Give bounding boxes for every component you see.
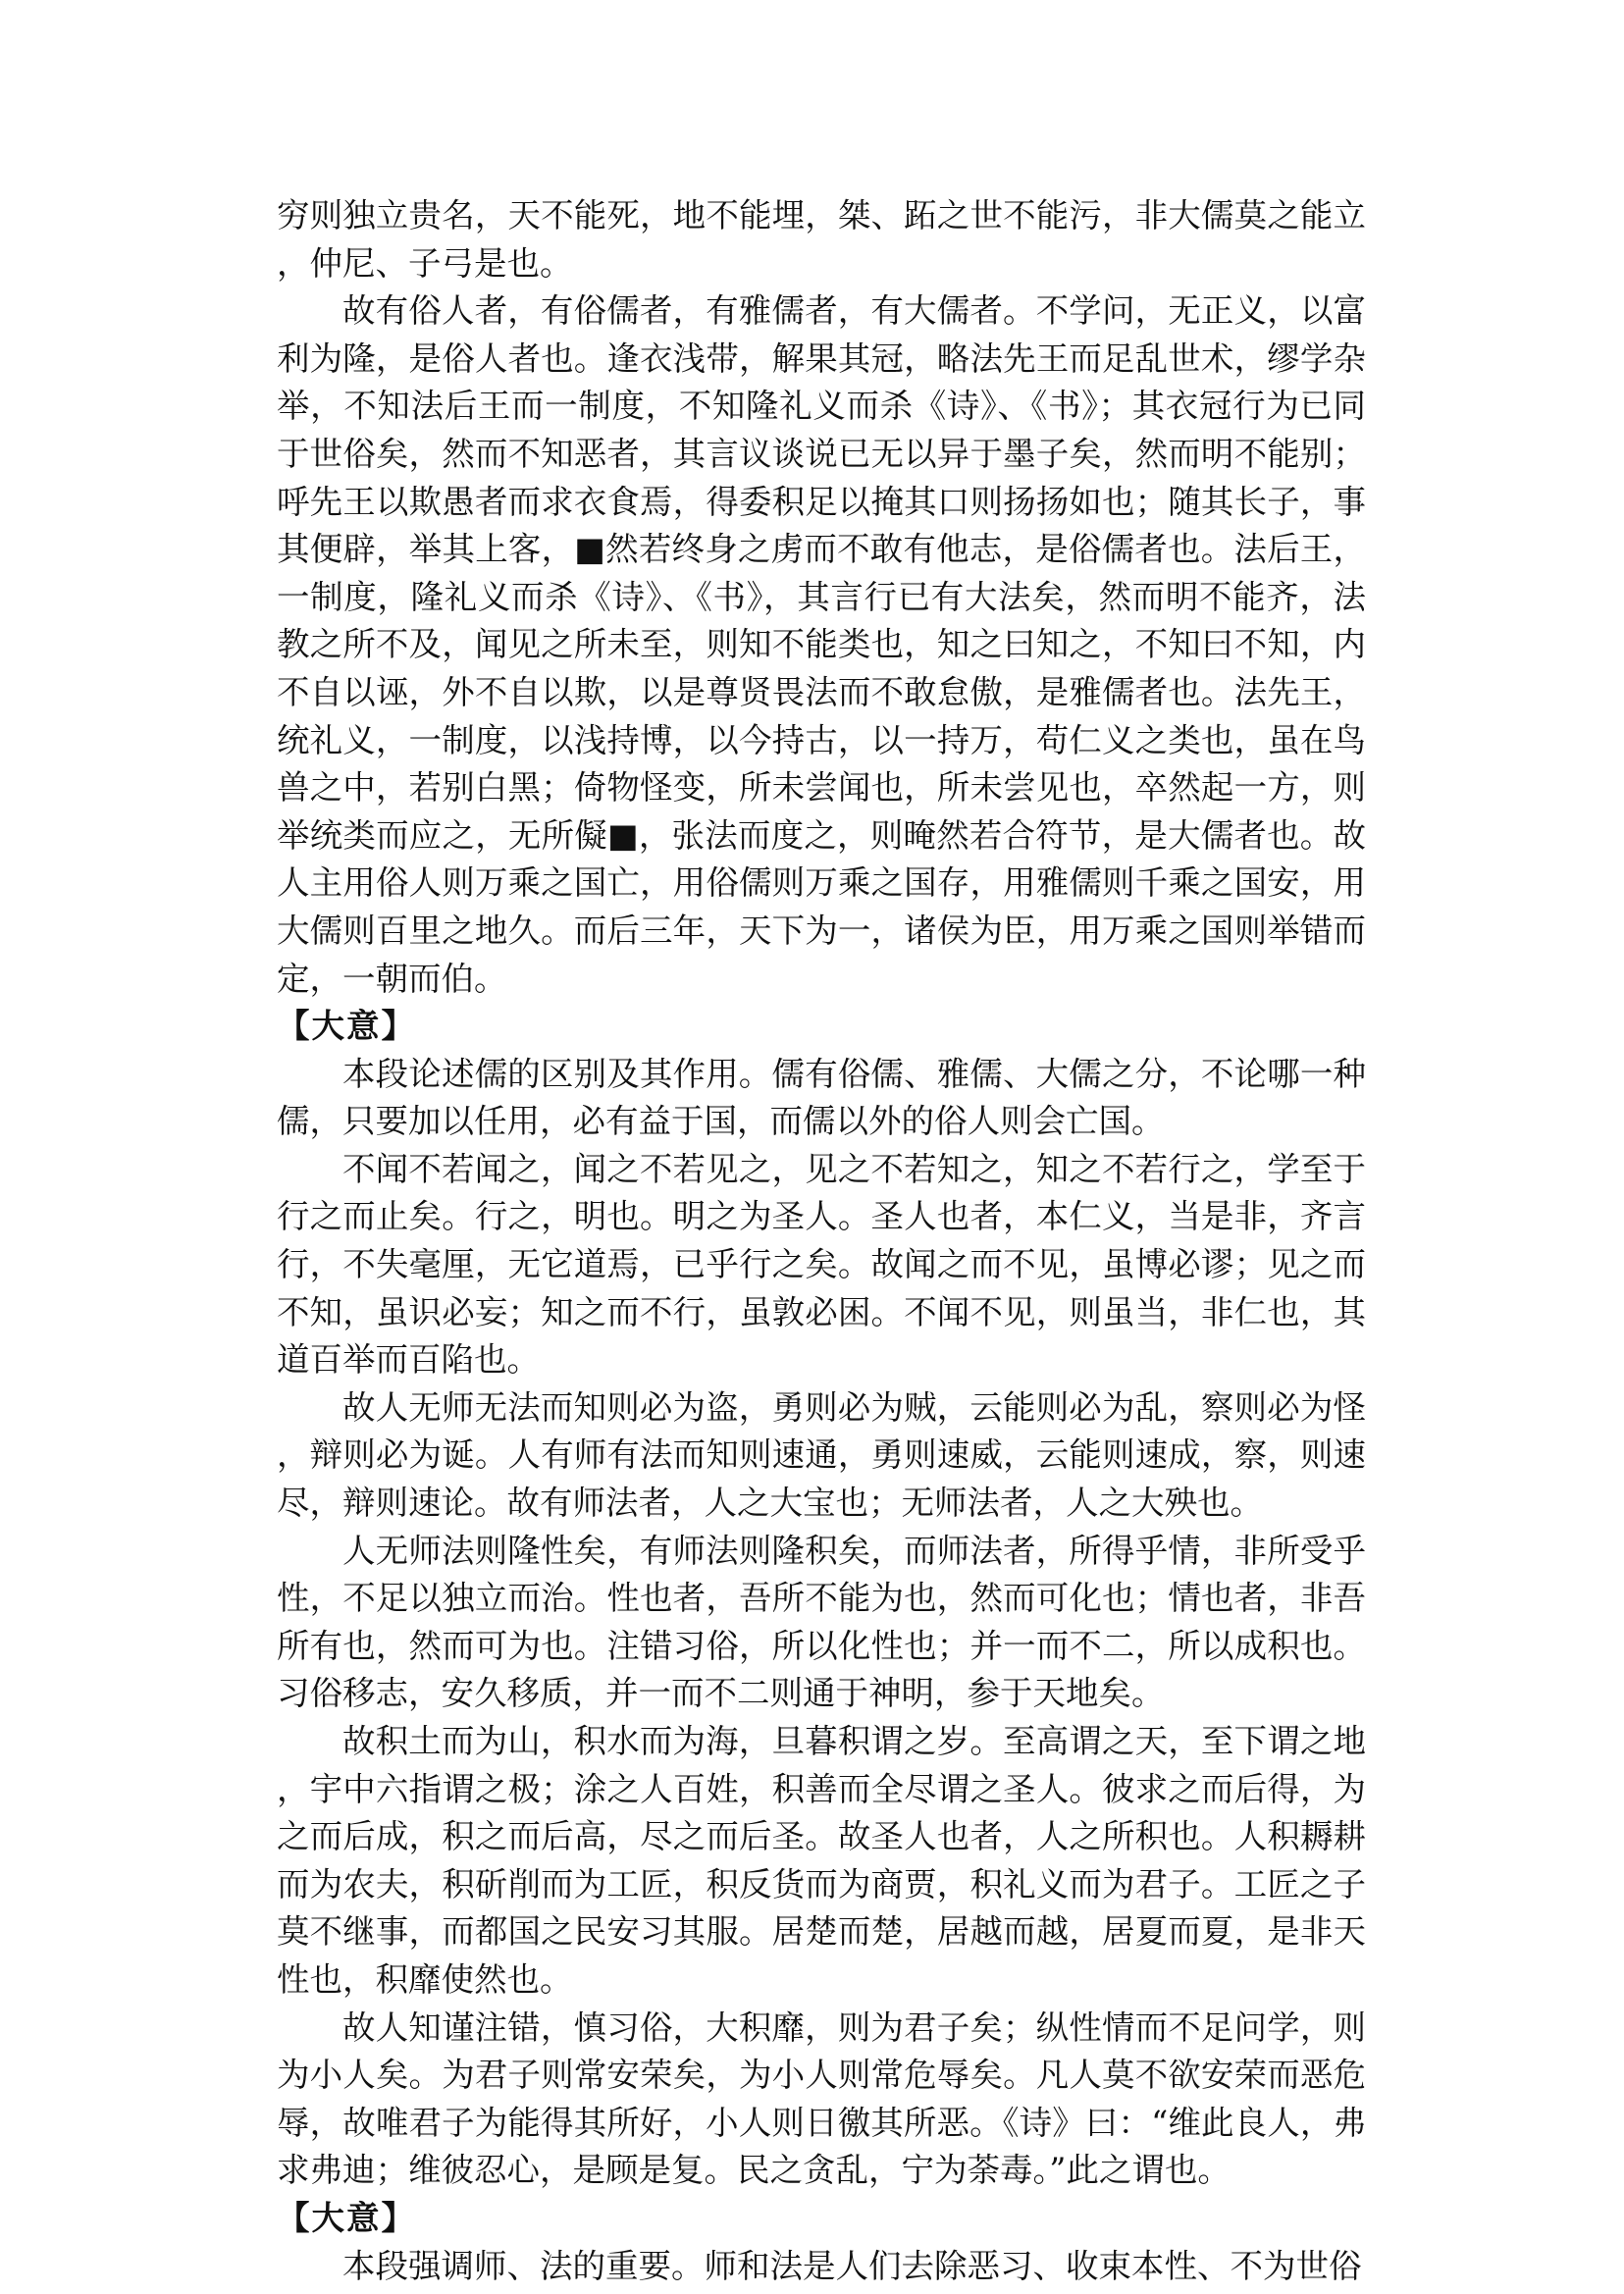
paragraph-4: 不闻不若闻之，闻之不若见之，见之不若知之，知之不若行之，学至于行之而止矣。行之，明也。明之为圣人。圣人也者，本仁义，当是非，齐言行，不失毫厘，无它道焉，已乎行之矣。故闻之而不见，虽博必谬；见之而不知，虽识必妄；知之而不行，虽敦必困。不闻不见，则虽当，非仁也，其道百举而百陷也。 (277, 1149, 1366, 1380)
paragraph-7: 故积土而为山，积水而为海，旦暮积谓之岁。至高谓之天，至下谓之地，宇中六指谓之极；涂之人百姓，积善而全尽谓之圣人。彼求之而后得，为之而后成，积之而后高，尽之而后圣。故圣人也者，人之所积也。人积耨耕而为农夫，积斫削而为工匠，积反货而为商贾，积礼义而为君子。工匠之子莫不继事，而都国之民安习其服。居楚而楚，居越而越，居夏而夏，是非天性也，积靡使然也。 (277, 1722, 1366, 1999)
section-heading-summary: 【大意】 (277, 1007, 416, 1046)
document-page (277, 192, 1366, 2290)
paragraph-5: 故人无师无法而知则必为盗，勇则必为贼，云能则必为乱，察则必为怪，辩则必为诞。人有师有法而知则速通，勇则速威，云能则速成，察，则速尽，辩则速论。故有师法者，人之大宝也；无师法者，人之大殃也。 (277, 1387, 1366, 1523)
paragraph-8: 故人知谨注错，慎习俗，大积靡，则为君子矣；纵性情而不足问学，则为小人矣。为君子则常安荣矣，为小人则常危辱矣。凡人莫不欲安荣而恶危辱，故唯君子为能得其所好，小人则日徼其所恶。《诗》曰：“维此良人，弗求弗迪；维彼忍心，是顾是复。民之贪乱，宁为荼毒。”此之谓也。 (277, 2007, 1366, 2190)
paragraph-2: 故有俗人者，有俗儒者，有雅儒者，有大儒者。不学问，无正义，以富利为隆，是俗人者也。逢衣浅带，解果其冠，略法先王而足乱世术，缪学杂举，不知法后王而一制度，不知隆礼义而杀《诗》、《书》；其衣冠行为已同于世俗矣，然而不知恶者，其言议谈说已无以异于墨子矣，然而明不能别；呼先王以欺愚者而求衣食焉，得委积足以掩其口则扬扬如也；随其长子，事其便辟，举其上客，■然若终身之虏而不敢有他志，是俗儒者也。法后王，一制度，隆礼义而杀《诗》、《书》，其言行已有大法矣，然而明不能齐，法教之所不及，闻见之所未至，则知不能类也，知之曰知之，不知曰不知，内不自以诬，外不自以欺，以是尊贤畏法而不敢怠傲，是雅儒者也。法先王，统礼义，一制度，以浅持博，以今持古，以一持万，苟仁义之类也，虽在鸟兽之中，若别白黑；倚物怪变，所未尝闻也，所未尝见也，卒然起一方，则举统类而应之，无所儗■，张法而度之，则晻然若合符节，是大儒者也。故人主用俗人则万乘之国亡，用俗儒则万乘之国存，用雅儒则千乘之国安，用大儒则百里之地久。而后三年，天下为一，诸侯为臣，用万乘之国则举错而定，一朝而伯。 (277, 291, 1366, 998)
paragraph-6: 人无师法则隆性矣，有师法则隆积矣，而师法者，所得乎情，非所受乎性，不足以独立而治。性也者，吾所不能为也，然而可化也；情也者，非吾所有也，然而可为也。注错习俗，所以化性也；并一而不二，所以成积也。习俗移志，安久移质，并一而不二则通于神明，参于天地矣。 (277, 1531, 1366, 1713)
paragraph-1: 穷则独立贵名，天不能死，地不能埋，桀、跖之世不能污，非大儒莫之能立，仲尼、子弓是也。 (277, 196, 1366, 283)
paragraph-3: 本段论述儒的区别及其作用。儒有俗儒、雅儒、大儒之分，不论哪一种儒，只要加以任用，必有益于国，而儒以外的俗人则会亡国。 (277, 1054, 1366, 1141)
paragraph-9: 本段强调师、法的重要。师和法是人们去除恶习、收束本性、不为世俗 (342, 2246, 1362, 2285)
section-heading-summary-2: 【大意】 (277, 2198, 416, 2237)
